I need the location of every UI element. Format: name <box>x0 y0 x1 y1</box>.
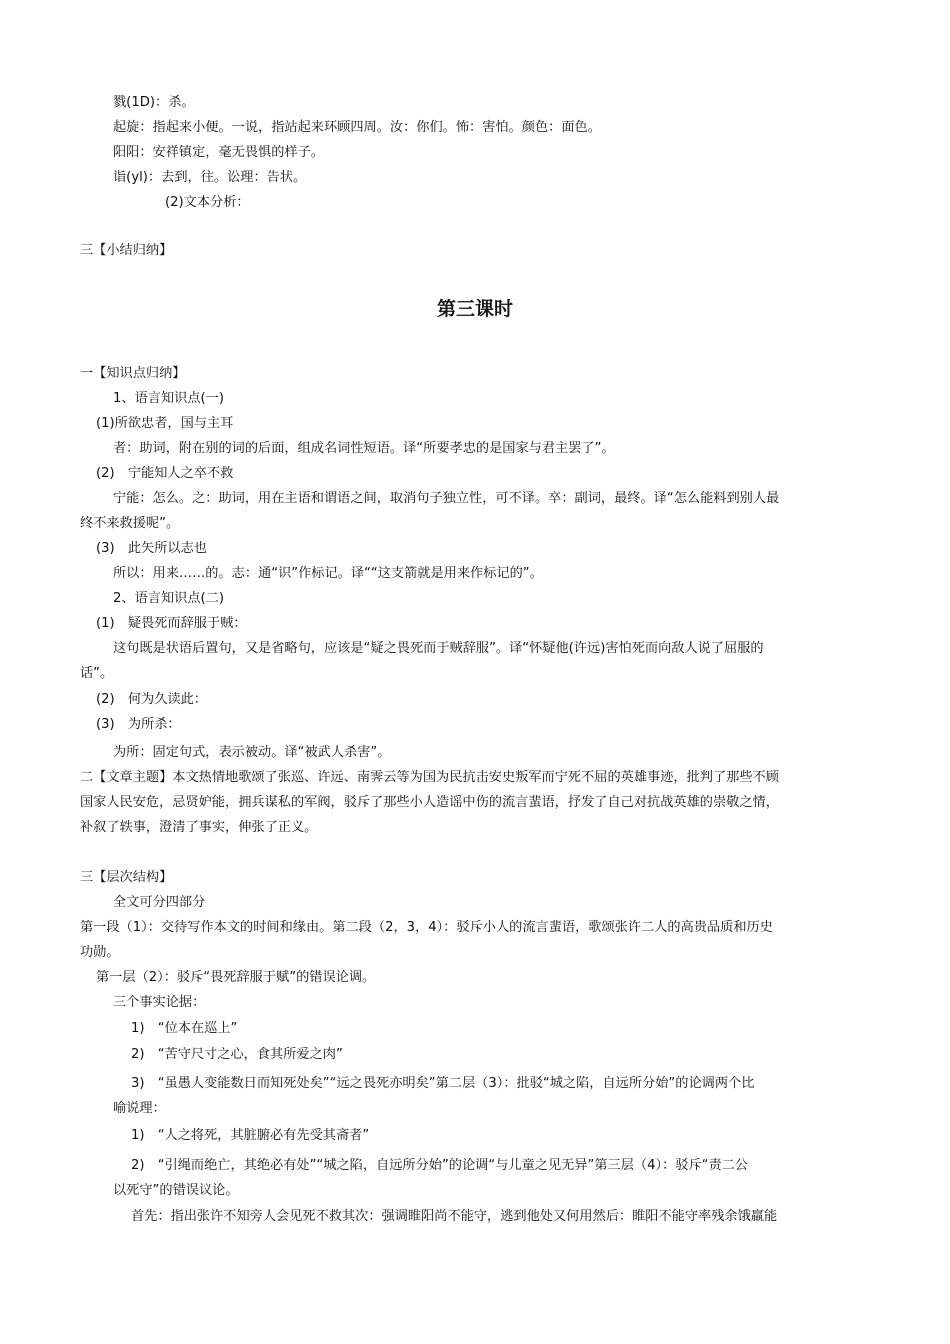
text-line: 首先：指出张许不知旁人会见死不救其次：强调睢阳尚不能守，逃到他处又何用然后：睢阳不能守率残余饿羸能 <box>131 1209 778 1224</box>
section-heading: 一【知识点归纳】 <box>80 366 186 381</box>
text-line: 2) “引绳而绝亡，其绝必有处”“城之陷，自远所分始”的论调“与儿童之见无异”第三层（4）：驳斥“责二公 <box>131 1158 749 1173</box>
text-line: 这句既是状语后置句，又是省略句，应该是“疑之畏死而于贼辞服”。译“怀疑他(许远)害怕死而向敌人说了屈服的 <box>113 641 764 656</box>
section-heading: 三【小结归纳】 <box>80 243 173 258</box>
text-line: 3) “虽愚人变能数日而知死处矣”“远之畏死亦明矣”第二层（3）：批驳“城之陷，自远所分始”的论调两个比 <box>131 1076 755 1091</box>
text-line: 诣(yl)：去到，往。讼理：告状。 <box>113 170 307 185</box>
text-line: (3) 为所杀： <box>96 717 181 732</box>
text-line: 二【文章主题】本文热情地歌颂了张巡、许远、南霁云等为国为民抗击安史叛军而宁死不屈的英雄事迹，批判了那些不顾 <box>80 770 779 785</box>
text-line: 2) “苦守尺寸之心，食其所爱之肉” <box>131 1047 343 1062</box>
text-line: 起旋：指起来小便。一说，指站起来环顾四周。汝：你们。怖：害怕。颜色：面色。 <box>113 120 601 135</box>
text-line: (1) 疑畏死而辞服于贼： <box>96 616 247 631</box>
text-line: 戮(1D)：杀。 <box>113 95 195 110</box>
text-line: 第一段（1）：交待写作本文的时间和缘由。第二段（2，3，4）：驳斥小人的流言蜚语，歌颂张许二人的高贵品质和历史 <box>80 920 773 935</box>
text-line: 1) “人之将死，其脏腑必有先受其斋者” <box>131 1128 370 1143</box>
text-line: 功勋。 <box>80 945 120 960</box>
text-line: 三个事实论据： <box>113 995 206 1010</box>
text-line: 喻说理： <box>113 1101 166 1116</box>
text-line: 2、语言知识点(二) <box>113 591 224 606</box>
text-line: 终不来救援呢”。 <box>80 516 180 531</box>
text-line: 者：助词，附在别的词的后面，组成名词性短语。译“所要孝忠的是国家与君主罢了”。 <box>113 441 615 456</box>
text-line: 所以：用来……的。志：通“识”作标记。译““这支箭就是用来作标记的”。 <box>113 566 543 581</box>
text-line: (2)文本分析： <box>165 195 250 210</box>
text-line: 阳阳：安祥镇定，毫无畏惧的样子。 <box>113 145 324 160</box>
text-line: 全文可分四部分 <box>113 895 206 910</box>
text-line: 宁能：怎么。之：助词，用在主语和谓语之间，取消句子独立性，可不译。卒：副词，最终。译“怎么能料到别人最 <box>113 491 780 506</box>
text-line: (1)所欲忠者，国与主耳 <box>96 416 234 431</box>
text-line: (3) 此矢所以志也 <box>96 541 207 556</box>
text-line: 1、语言知识点(一) <box>113 391 224 406</box>
text-line: (2) 宁能知人之卒不救 <box>96 466 234 481</box>
section-heading: 三【层次结构】 <box>80 870 173 885</box>
text-line: 为所：固定句式，表示被动。译“被武人杀害”。 <box>113 745 391 760</box>
text-line: 以死守”的错误议论。 <box>113 1183 239 1198</box>
text-line: 1) “位本在巡上” <box>131 1021 238 1036</box>
text-line: 补叙了轶事，澄清了事实，伸张了正义。 <box>80 820 318 835</box>
page-title: 第三课时 <box>436 298 513 320</box>
text-line: 话”。 <box>80 666 114 681</box>
text-line: (2) 何为久读此： <box>96 692 207 707</box>
text-line: 第一层（2）：驳斥“畏死辞服于赋”的错误论调。 <box>96 970 376 985</box>
text-line: 国家人民安危，忌贤妒能，拥兵谋私的军阀，驳斥了那些小人造谣中伤的流言蜚语，抒发了自己对抗战英雄的崇敬之情， <box>80 795 779 810</box>
